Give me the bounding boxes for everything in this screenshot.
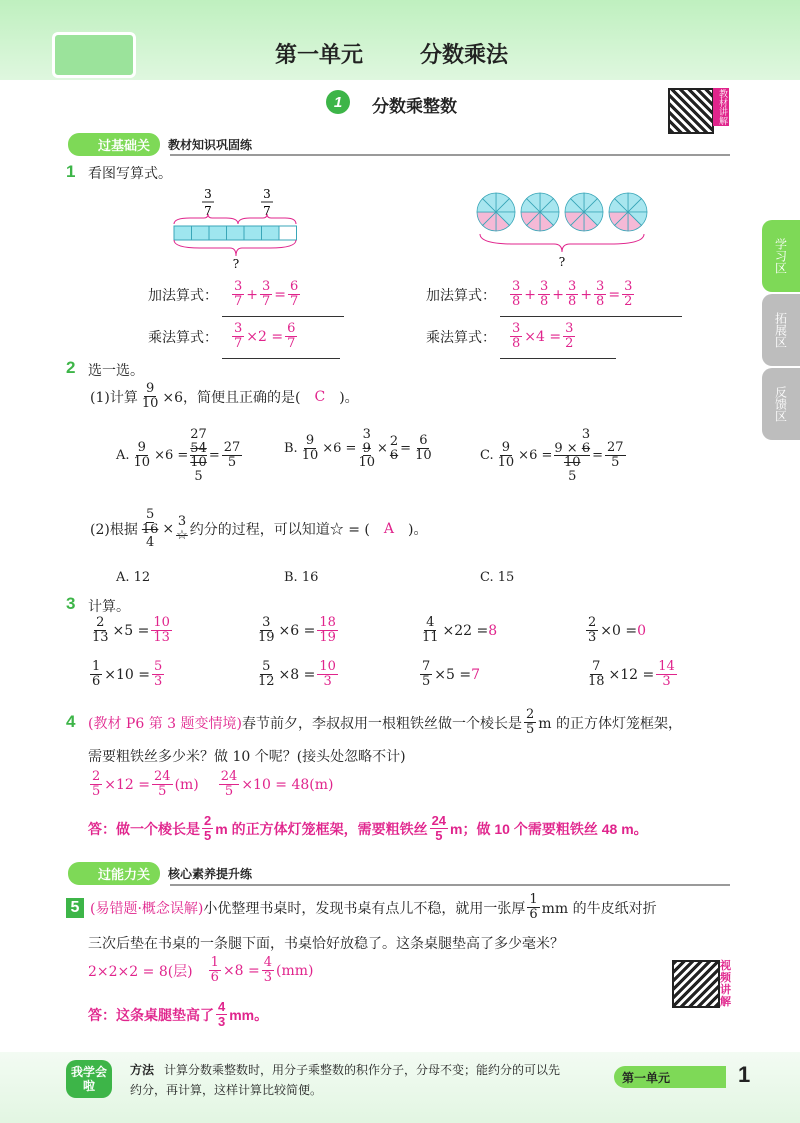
section-ability-title: 核心素养提升练 — [168, 866, 253, 881]
logo-badge — [52, 32, 136, 78]
lesson-number-badge — [326, 90, 350, 114]
section-ability — [68, 862, 252, 884]
q2-p1-answer: C — [314, 388, 326, 405]
section-ability-pill: 过能力关 — [68, 862, 160, 885]
q1-right-frac-n: 3 — [263, 187, 271, 201]
q2-p2-row: (2)根据 5 16 4 × 3 ☆ 约分的过程，可以知道☆ = ( A )。 — [90, 507, 428, 551]
strip-cell — [227, 226, 245, 240]
q1-right-frac-d: 7 — [263, 204, 271, 218]
section-basic-title: 教材知识巩固练 — [168, 137, 253, 152]
qr-code-icon[interactable] — [668, 88, 714, 134]
q1-add-label-left: 加法算式： — [148, 287, 218, 304]
q2-option-a: A. $\frac{9}{10}$ ×6 = 27 54 10 5 = $\frac{27}{5}$ — [116, 427, 241, 484]
side-tab-feedback-label: 反馈区 — [773, 386, 788, 422]
side-tab-feedback[interactable] — [762, 368, 800, 440]
q1-right-mul-row: 乘法算式： $\frac{3}{8}$ ×4 = $\frac{3}{2}$ — [426, 321, 574, 352]
q3-item: $\frac{5}{12}$ ×8 = $\frac{10}{3}$ — [258, 659, 336, 690]
q5-line1: (易错题·概念误解) 小优整理书桌时，发现书桌有点儿不稳，就用一张厚 $\frac{1}{6}$ mm 的牛皮纸对折 — [90, 892, 657, 923]
q1-left-frac-n: 3 — [204, 187, 212, 201]
footer-method: 方法 计算分数乘整数时，用分子乘整数的积作分子，分母不变；能约分的可以先 约分，再计算，这样计算比较简便。 — [130, 1063, 561, 1097]
q2-p2-option-b: B. 16 — [284, 570, 319, 585]
strip-cell — [279, 226, 297, 240]
section-basic — [68, 133, 252, 155]
q1-prompt: 看图写算式。 — [88, 166, 172, 182]
q1-right-mul-line — [500, 358, 616, 359]
lesson-number: 1 — [333, 93, 343, 111]
q2-number: 2 — [66, 358, 76, 377]
q1-left-frac-d: 7 — [204, 204, 212, 218]
q3-item: $\frac{2}{13}$ ×5 = $\frac{10}{13}$ — [92, 615, 170, 646]
strip-cell — [174, 226, 192, 240]
q3-item: $\frac{1}{6}$ ×10 = $\frac{5}{3}$ — [92, 659, 163, 690]
page-number: 1 — [738, 1062, 751, 1087]
q5-work: 2×2×2 = 8(层) $\frac{1}{6}$ ×8 = $\frac{4}{3}$ (mm) — [88, 955, 314, 986]
q1-left-mul-row: 乘法算式： $\frac{3}{7}$ ×2 = $\frac{6}{7}$ — [148, 321, 296, 352]
qr-label: 教材讲解 — [713, 88, 729, 126]
q1-circles-diagram — [474, 190, 654, 270]
side-tab-study[interactable] — [762, 220, 800, 292]
video-qr-icon[interactable] — [672, 960, 720, 1008]
q1-left-add-line — [222, 316, 344, 317]
q1-strip-diagram — [170, 186, 330, 272]
q4-answer: 答：做一个棱长是 $\frac{2}{5}$ m 的正方体灯笼框架，需要粗铁丝 $\frac{24}{5}$ m；做 10 个需要粗铁丝 48 m。 — [88, 813, 648, 844]
q3-item: $\frac{3}{19}$ ×6 = $\frac{18}{19}$ — [258, 615, 336, 646]
q5-line2: 三次后垫在书桌的一条腿下面，书桌恰好放稳了。这条桌腿垫高了多少毫米？ — [88, 936, 564, 952]
q1-left-add-row: 加法算式： $\frac{3}{7}$ + $\frac{3}{7}$ = $\frac{6}{7}$ — [148, 279, 299, 310]
q3-prompt: 计算。 — [88, 599, 130, 615]
footer-unit-tag: 第一单元 — [614, 1066, 726, 1088]
q4-line2: 需要粗铁丝多少米？做 10 个呢？(接头处忽略不计) — [88, 749, 406, 765]
q2-p2-option-c: C. 15 — [480, 570, 515, 585]
q2-p2-option-a: A. 12 — [116, 570, 151, 585]
side-tab-extend-label: 拓展区 — [773, 312, 788, 348]
q3-number: 3 — [66, 594, 76, 613]
q2-p1-row: (1)计算 $\frac{9}{10}$ ×6，简便且正确的是( C )。 — [90, 381, 359, 412]
unit-title: 第一单元 — [275, 42, 364, 67]
q2-prompt: 选一选。 — [88, 363, 144, 379]
q1-number: 1 — [66, 162, 76, 181]
strip-cell — [262, 226, 280, 240]
video-label: 视频讲解 — [720, 959, 731, 1008]
side-tab-study-label: 学习区 — [773, 238, 788, 274]
q1-question-mark: ? — [232, 257, 240, 271]
section-basic-pill: 过基础关 — [68, 133, 160, 156]
q5-number: 5 — [66, 898, 84, 918]
q1-right-add-line — [500, 316, 682, 317]
section-ability-divider — [170, 884, 730, 886]
q1-right-add-row: 加法算式： $\frac{3}{8}$ + $\frac{3}{8}$ + $\frac{3}{8}$ + $\frac{3}{8}$ = $\frac{3}{2}$ — [426, 279, 633, 310]
strip-cell — [209, 226, 227, 240]
unit-topic: 分数乘法 — [420, 42, 509, 67]
q1-mul-label-right: 乘法算式： — [426, 329, 496, 346]
q4-work: $\frac{2}{5}$ ×12 = $\frac{24}{5}$ (m) $\frac{24}{5}$ ×10 = 48(m) — [92, 769, 334, 800]
q3-item: $\frac{7}{5}$ ×5 = 7 — [422, 659, 481, 690]
q2-option-b: B. $\frac{9}{10}$ ×6 = 3 9 10 × 2 6 = $\frac{6}{10}$ — [284, 427, 432, 471]
q1-add-label-right: 加法算式： — [426, 287, 496, 304]
q3-item: $\frac{7}{18}$ ×12 = $\frac{14}{3}$ — [588, 659, 675, 690]
q2-p2-answer: A — [383, 520, 394, 537]
q1-mul-label-left: 乘法算式： — [148, 329, 218, 346]
q4-number: 4 — [66, 712, 76, 731]
lesson-title: 分数乘整数 — [372, 97, 457, 116]
q3-item: $\frac{2}{3}$ ×0 = 0 — [588, 615, 647, 646]
section-basic-divider — [170, 154, 730, 156]
side-tab-extend[interactable] — [762, 294, 800, 366]
footer-badge: 我学会啦 — [66, 1060, 112, 1098]
q3-item: $\frac{4}{11}$ ×22 = 8 — [422, 615, 498, 646]
q1-left-mul-line — [222, 358, 340, 359]
q2-option-c: C. $\frac{9}{10}$ ×6 = 3 9 × 6 10 5 = $\frac{27}{5}$ — [480, 427, 624, 484]
q5-answer: 答：这条桌腿垫高了 $\frac{4}{3}$ mm。 — [88, 999, 269, 1030]
q1-question-mark-right: ? — [558, 255, 566, 269]
strip-cell — [244, 226, 262, 240]
q4-line1: (教材 P6 第 3 题变情境) 春节前夕，李叔叔用一根粗铁丝做一个棱长是 $\frac{2}{5}$ m 的正方体灯笼框架， — [88, 707, 682, 738]
strip-cell — [192, 226, 210, 240]
